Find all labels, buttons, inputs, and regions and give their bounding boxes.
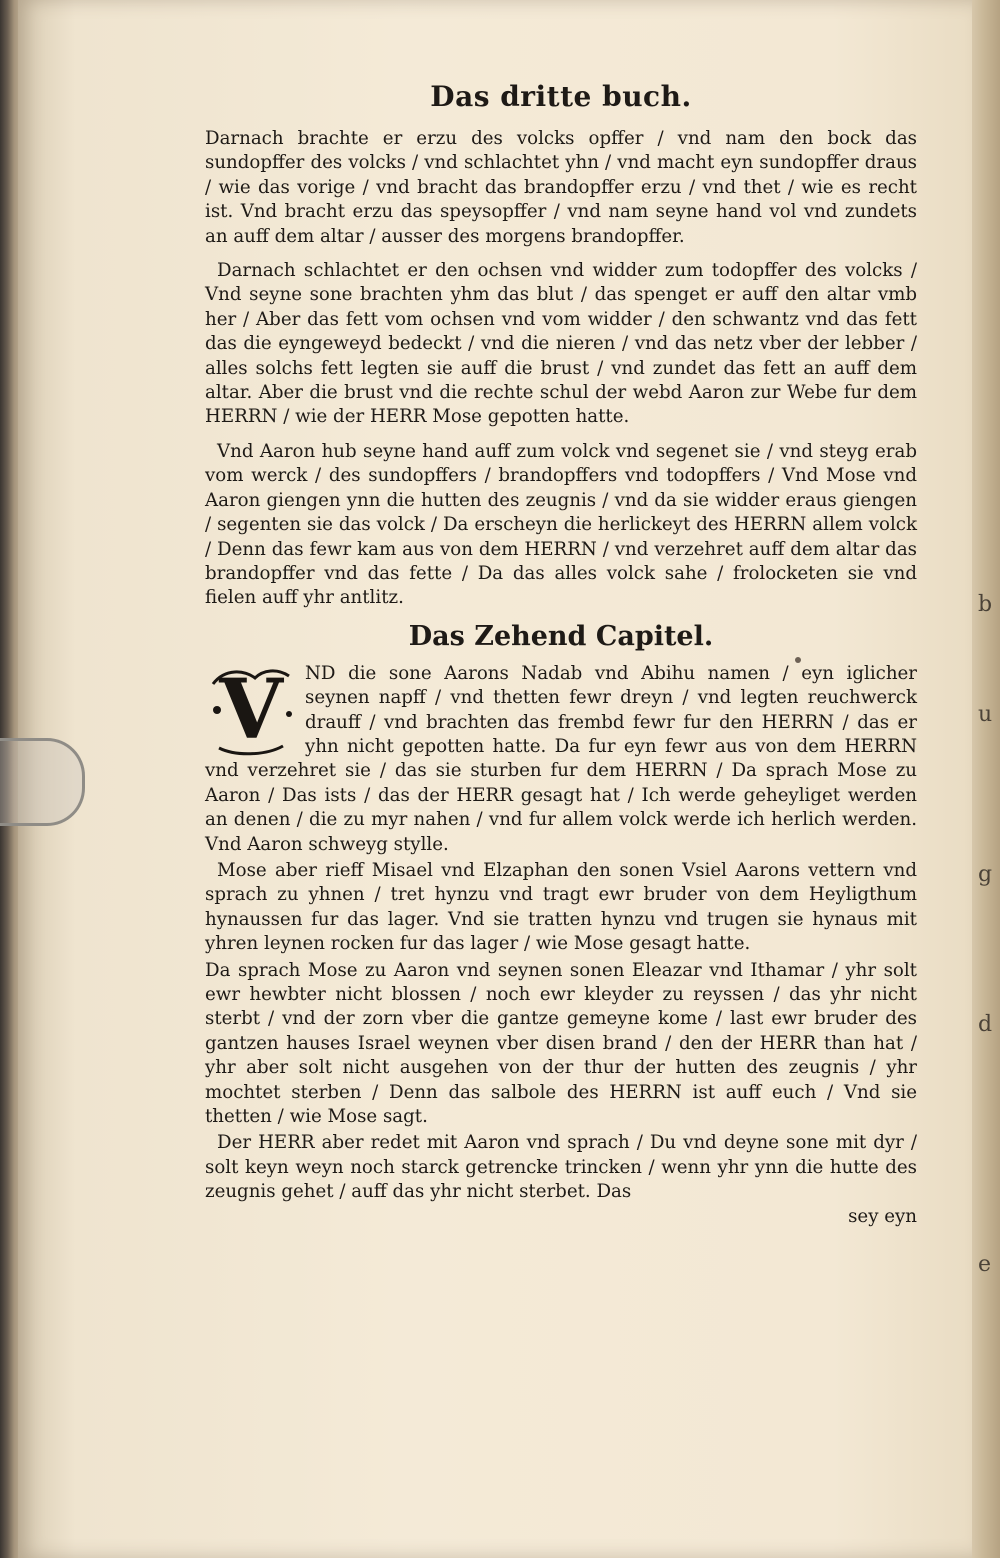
text-block: [205, 80, 917, 1229]
chapter-opening: [205, 662, 917, 857]
initial-letter: V: [219, 661, 283, 758]
paragraph: Darnach schlachtet er den ochsen vnd widder zum todopffer des volcks / Vnd seyne sone brachten yhm das blut / das spenget er auff den altar vmb her / Aber das fett vom ochsen vnd vom widder / den schwantz vnd das fett das die eyngeweyd bedeckt / vnd die nieren / vnd das netz vber der lebber / alles solchs fett legten sie auff die brust / vnd zundet das fett an auff dem altar. Aber die brust vnd die rechte schul der webd Aaron zur Webe fur dem HERRN / wie der HERR Mose gepotten hatte.: [205, 260, 917, 428]
paragraph: Mose aber rieff Misael vnd Elzaphan den sonen Vsiel Aarons vettern vnd sprach zu yhnen / tret hynzu vnd tragt ewr bruder von dem Heyligthum hynaussen fur das lager. Vnd sie tratten hynzu vnd trugen sie hynaus mit yhren leynen rocken fur das lager / wie Mose gesagt hatte.: [205, 859, 917, 955]
paragraph: Darnach brachte er erzu des volcks opffer / vnd nam den bock das sundopffer des volcks / vnd schlachtet yhn / vnd macht eyn sundopffer draus / wie das vorige / vnd bracht das brandopffer erzu / vnd thet / wie es recht ist. Vnd bracht erzu das speysopffer / vnd nam seyne hand vol vnd zundets an auff dem altar / ausser des morgens brandopffer.: [205, 128, 917, 247]
paragraph: Der HERR aber redet mit Aaron vnd sprach / Du vnd deyne sone mit dyr / solt keyn weyn noch starck getrencke trincken / wenn yhr ynn die hutte des zeugnis gehet / auff das yhr nicht sterbet. Das: [205, 1132, 917, 1203]
paragraph: ND die sone Aarons Nadab vnd Abihu namen / eyn iglicher seynen napff / vnd thetten fewr dreyn / vnd legten reuchwerck drauff / vnd brachten das frembd fewr fur den HERRN / das er yhn nicht gepotten hatte. Da fur eyn fewr aus von dem HERRN vnd verzehret sie / das sie sturben fur dem HERRN / Da sprach Mose zu Aaron / Das ists / das der HERR gesagt hat / Ich werde geheyliget werden an denen / die zu myr nahen / vnd fur allem volck werde ich herlich werden. Vnd Aaron schweyg stylle.: [205, 662, 917, 855]
paragraph: Vnd Aaron hub seyne hand auff zum volck vnd segenet sie / vnd steyg erab vom werck / des sundopffers / brandopffers vnd todopffers / Vnd Mose vnd Aaron giengen ynn die hutten des zeugnis / vnd da sie widder eraus giengen / segenten sie das volck / Da erscheyn die herlickeyt des HERRN allem volck / Denn das fewr kam aus von dem HERRN / vnd verzehret auff dem altar das brandopffer vnd das fette / Da das alles volck sahe / frolocketen sie vnd fielen auff yhr antlitz.: [205, 440, 917, 609]
chapter-title: Das Zehend Capitel.: [408, 620, 714, 652]
paragraph: Da sprach Mose zu Aaron vnd seynen sonen Eleazar vnd Ithamar / yhr solt ewr hewbter nicht blossen / noch ewr kleyder zu reyssen / das yhr nicht sterbt / vnd der zorn vber die gantze gemeyne kome / last ewr bruder des gantzen hauses Israel weynen vber disen brand / den der HERR than hat / yhr aber solt nicht ausgehen von der thur der hutten des zeugnis / yhr mochtet sterben / Denn das salbole des HERRN ist auff euch / Vnd sie thetten / wie Mose sagt.: [205, 959, 917, 1128]
bleed-through-letter: b: [978, 592, 993, 617]
catchword: sey eyn: [848, 1205, 917, 1227]
book-right-edge: [972, 0, 1000, 1558]
running-head: Das dritte buch.: [430, 80, 692, 113]
decorated-initial: [205, 661, 297, 758]
bleed-through-letter: e: [978, 1252, 992, 1277]
bleed-through-letter: u: [978, 702, 993, 727]
bleed-through-letter: g: [978, 862, 993, 887]
page-clip-holder: [0, 738, 85, 826]
bleed-through-letter: d: [978, 1012, 993, 1037]
